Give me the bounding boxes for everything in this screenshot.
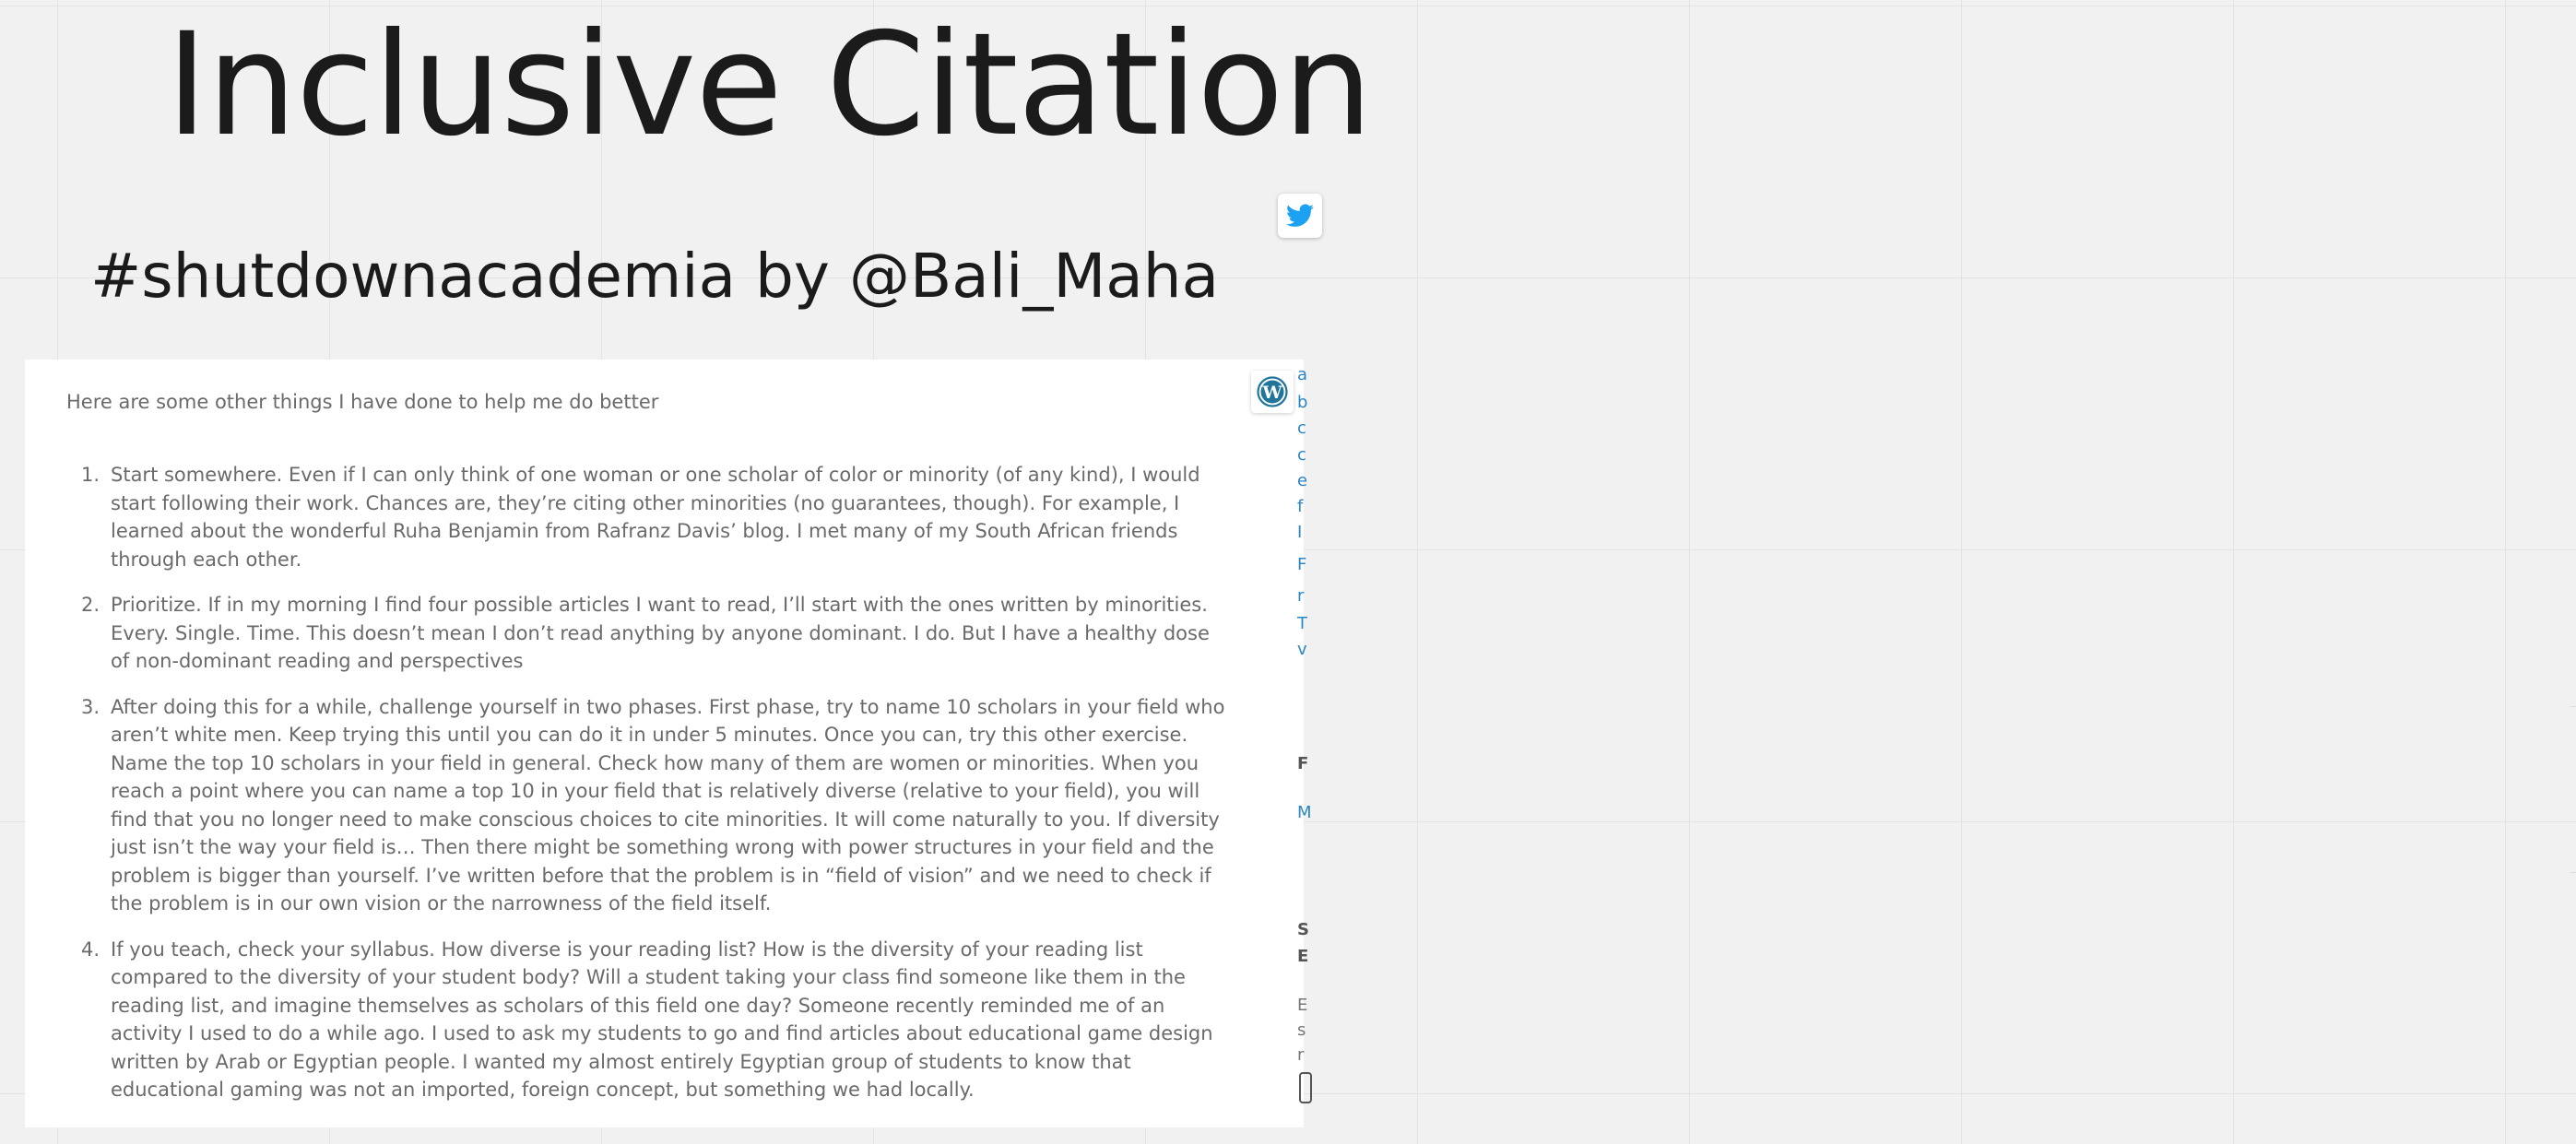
wordpress-icon bbox=[1257, 376, 1288, 407]
tips-list bbox=[76, 461, 1228, 1122]
sidebar-link-fragment[interactable]: c bbox=[1297, 445, 1306, 465]
list-item bbox=[76, 936, 1228, 1104]
sidebar-text-fragment: E bbox=[1297, 996, 1308, 1015]
page-subtitle: #shutdownacademia by @Bali_Maha bbox=[90, 241, 1220, 312]
twitter-share-button[interactable] bbox=[1278, 194, 1322, 238]
list-item bbox=[76, 591, 1228, 676]
wordpress-button[interactable] bbox=[1251, 371, 1294, 413]
sidebar-cutoff bbox=[1297, 360, 1312, 1127]
svg-text:W: W bbox=[1262, 383, 1282, 403]
list-item bbox=[76, 693, 1228, 918]
sidebar-link-fragment[interactable]: T bbox=[1297, 614, 1307, 633]
sidebar-link-fragment[interactable]: e bbox=[1297, 471, 1308, 490]
list-item-text: If you teach, check your syllabus. How diverse is your reading list? How is the diversity of your reading list compared to the diversity of your student body? Will a student taking your class find someone like them in the reading list, and imagine themselves as scholars of this field one day? Someone recently reminded me of an activity I used to do a while ago. I used to ask my students to go and find articles about educational game design written by Arab or Egyptian people. I wanted my almost entirely Egyptian group of students to know that educational gaming was not an imported, foreign concept, but something we had locally. bbox=[111, 938, 1213, 1101]
twitter-icon bbox=[1286, 204, 1314, 228]
list-number: 1. bbox=[81, 464, 100, 486]
list-number: 4. bbox=[81, 938, 100, 961]
sidebar-link-fragment[interactable]: c bbox=[1297, 419, 1306, 438]
sidebar-heading-fragment: E bbox=[1297, 947, 1309, 966]
list-item-text: Start somewhere. Even if I can only think of one woman or one scholar of color or minority (of any kind), I would start following their work. Chances are, they’re citing other minorities (no guarantees, though). For example, I learned about the wonderful Ruha Benjamin from Rafranz Davis’ blog. I met many of my South African friends through each other. bbox=[111, 464, 1200, 571]
sidebar-heading-fragment: F bbox=[1297, 754, 1309, 773]
sidebar-link-fragment[interactable]: v bbox=[1297, 640, 1307, 659]
sidebar-divider bbox=[2570, 706, 2576, 707]
list-number: 3. bbox=[81, 695, 100, 718]
sidebar-divider bbox=[2570, 872, 2576, 873]
sidebar-link-fragment[interactable]: M bbox=[1297, 803, 1312, 822]
sidebar-heading-fragment: S bbox=[1297, 920, 1309, 939]
sidebar-text-fragment: r bbox=[1297, 1045, 1305, 1065]
list-number: 2. bbox=[81, 594, 100, 616]
sidebar-link-fragment[interactable]: r bbox=[1297, 586, 1305, 606]
sidebar-link-fragment[interactable]: f bbox=[1297, 497, 1304, 516]
sidebar-link-fragment[interactable]: b bbox=[1297, 393, 1308, 412]
sidebar-link-fragment[interactable]: I bbox=[1297, 523, 1303, 542]
list-item-text: After doing this for a while, challenge yourself in two phases. First phase, try to name 10 scholars in your field who aren’t white men. Keep trying this until you can do it in under 5 minutes. Once you can, try this other exercise. Name the top 10 scholars in your field in general. Check how many of them are women or minorities. When you reach a point where you can name a top 10 in your field that is relatively diverse (relative to your field), you will find that you no longer need to make conscious choices to cite minorities. It will come naturally to you. If diversity just isn’t the way your field is… Then there might be something wrong with power structures in your field and the problem is bigger than yourself. I’ve written before that the problem is in “field of vision” and we need to check if the problem is in our own vision or the narrowness of the field itself. bbox=[111, 695, 1225, 914]
article-panel bbox=[25, 360, 1312, 1127]
sidebar-link-fragment[interactable]: F bbox=[1297, 555, 1307, 574]
article-intro: Here are some other things I have done to help me do better bbox=[66, 391, 659, 413]
list-item bbox=[76, 461, 1228, 573]
page-title: Inclusive Citation bbox=[166, 3, 1372, 168]
sidebar-input-edge[interactable] bbox=[1299, 1072, 1312, 1103]
sidebar-text-fragment: s bbox=[1297, 1020, 1306, 1040]
sidebar-link-fragment[interactable]: a bbox=[1297, 365, 1308, 384]
list-item-text: Prioritize. If in my morning I find four possible articles I want to read, I’ll start with the ones written by minorities. Every. Single. Time. This doesn’t mean I don’t read anything by anyone dominant. I do. But I have a healthy dose of non-dominant reading and perspectives bbox=[111, 594, 1210, 672]
